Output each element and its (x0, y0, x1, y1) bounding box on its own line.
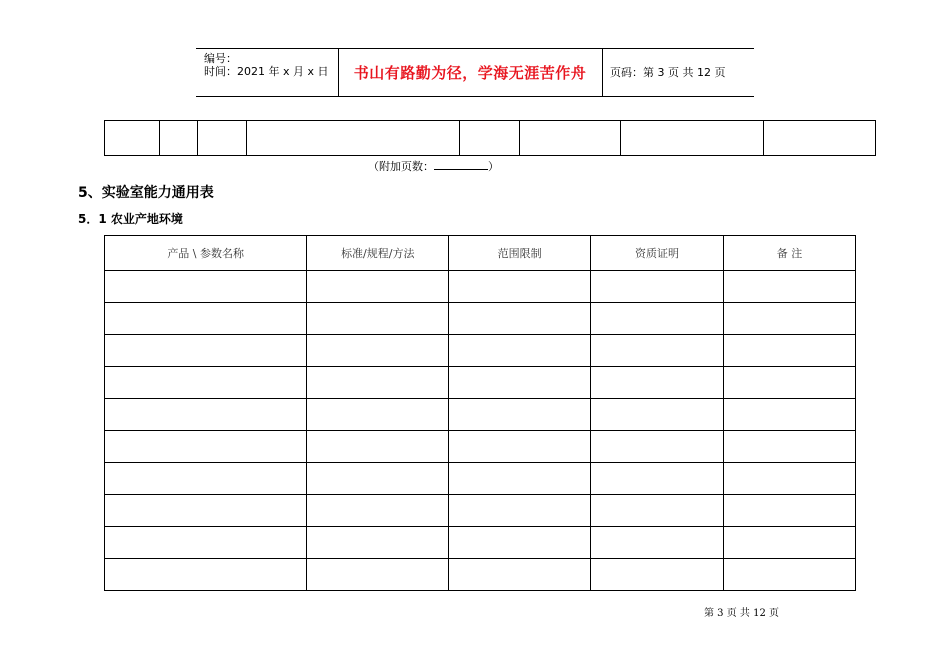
table-cell (105, 431, 307, 463)
table-cell (724, 527, 856, 559)
column-header: 资质证明 (591, 236, 724, 271)
table-cell (159, 121, 198, 156)
table-cell (105, 271, 307, 303)
table-header-row (105, 236, 856, 271)
table-cell (591, 367, 724, 399)
table-cell (724, 367, 856, 399)
table-cell (591, 303, 724, 335)
table-cell (449, 527, 591, 559)
table-cell (724, 463, 856, 495)
table-row (105, 431, 856, 463)
table-cell (449, 559, 591, 591)
table-row (105, 303, 856, 335)
attachment-blank (434, 159, 488, 170)
table-cell (105, 121, 160, 156)
table-cell (198, 121, 247, 156)
table-cell (724, 431, 856, 463)
table-row (105, 495, 856, 527)
table-cell (307, 335, 449, 367)
table-cell (449, 463, 591, 495)
table-cell (591, 527, 724, 559)
table-cell (105, 463, 307, 495)
table-row (105, 527, 856, 559)
table-cell (105, 335, 307, 367)
table-row (105, 335, 856, 367)
table-cell (105, 559, 307, 591)
table-cell (307, 495, 449, 527)
table-cell (307, 399, 449, 431)
table-cell (247, 121, 460, 156)
table-cell (105, 303, 307, 335)
table-cell (105, 495, 307, 527)
table-cell (307, 271, 449, 303)
serial-label: 编号： (204, 52, 237, 65)
table-cell (591, 335, 724, 367)
table-cell (105, 367, 307, 399)
column-header: 标准/规程/方法 (307, 236, 449, 271)
time-label: 时间：2021 年 x 月 x 日 (204, 65, 329, 78)
table-cell (307, 367, 449, 399)
table-cell (449, 335, 591, 367)
header-bottom-rule (196, 96, 754, 97)
table-cell (105, 527, 307, 559)
column-header: 产品 \ 参数名称 (105, 236, 307, 271)
table-cell (449, 399, 591, 431)
table-cell (591, 399, 724, 431)
table-cell (620, 121, 763, 156)
table-row (105, 399, 856, 431)
table-cell (105, 399, 307, 431)
section-title: 5、实验室能力通用表 (78, 185, 214, 201)
table-cell (591, 559, 724, 591)
table-cell (307, 431, 449, 463)
capability-table (104, 235, 856, 591)
header-divider (602, 48, 603, 96)
attachment-pages-line (368, 158, 499, 174)
table-cell (763, 121, 875, 156)
table-cell (449, 271, 591, 303)
table-cell (449, 367, 591, 399)
attachment-label: （附加页数： (368, 160, 434, 173)
column-header: 范围限制 (449, 236, 591, 271)
table-cell (591, 431, 724, 463)
table-cell (724, 495, 856, 527)
table-cell (459, 121, 520, 156)
table-cell (591, 495, 724, 527)
table-cell (307, 527, 449, 559)
top-strip-table (104, 120, 876, 156)
table-cell (307, 559, 449, 591)
table-cell (307, 303, 449, 335)
subsection-title: 5．1 农业产地环境 (78, 212, 183, 226)
table-cell (449, 495, 591, 527)
table-cell (591, 463, 724, 495)
page-footer: 第 3 页 共 12 页 (704, 608, 779, 619)
table-cell (449, 303, 591, 335)
attachment-suffix: ） (488, 160, 499, 173)
table-row (105, 271, 856, 303)
motto: 书山有路勤为径，学海无涯苦作舟 (353, 63, 587, 82)
page-info: 页码：第 3 页 共 12 页 (610, 66, 726, 79)
table-cell (724, 335, 856, 367)
table-cell (724, 271, 856, 303)
table-row (105, 463, 856, 495)
table-cell (307, 463, 449, 495)
table-row (105, 559, 856, 591)
table-cell (724, 303, 856, 335)
table-cell (520, 121, 620, 156)
table-cell (724, 559, 856, 591)
table-cell (449, 431, 591, 463)
table-cell (724, 399, 856, 431)
table-cell (591, 271, 724, 303)
column-header: 备 注 (724, 236, 856, 271)
table-row (105, 367, 856, 399)
